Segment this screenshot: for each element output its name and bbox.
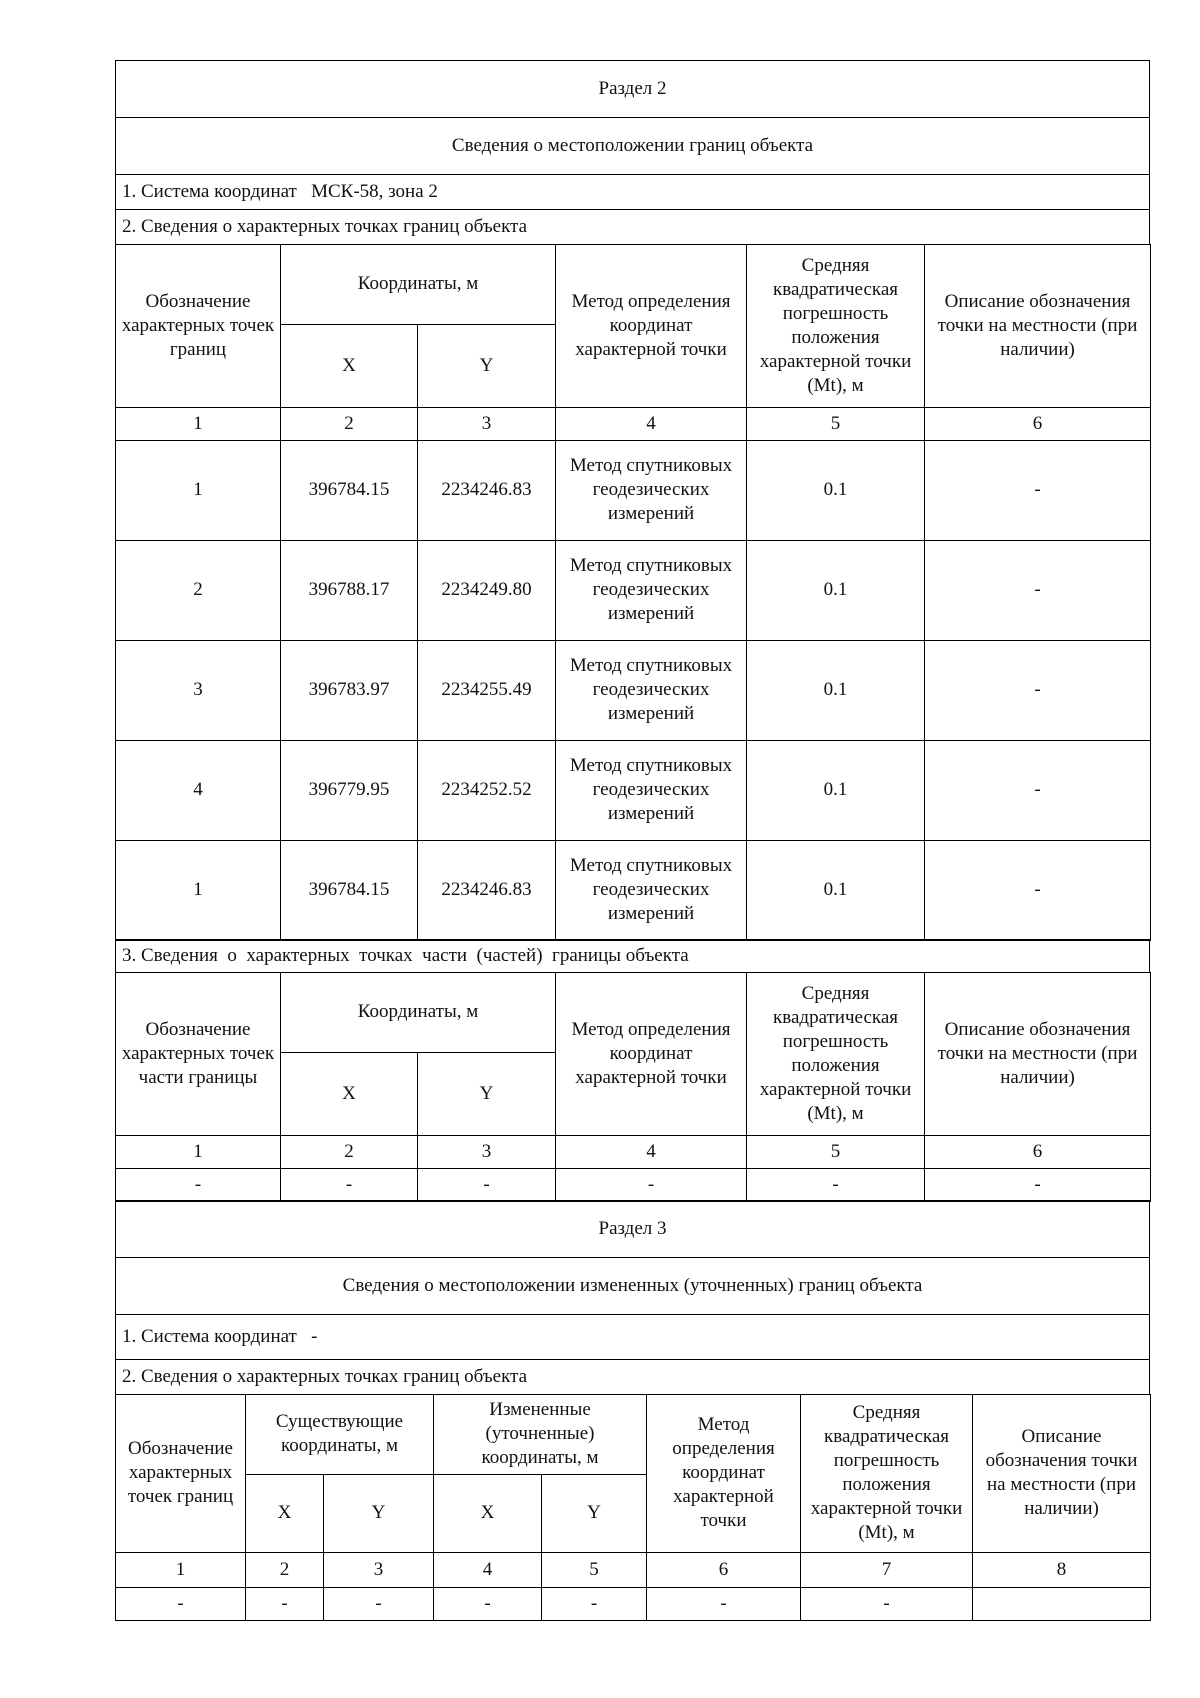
table-row	[116, 840, 1151, 940]
header-method: Метод определения координат характерной точки	[556, 244, 747, 407]
s3-header-y1: Y	[324, 1474, 434, 1552]
point-y: 2234252.52	[418, 740, 556, 840]
col-number: 1	[116, 407, 281, 440]
section2-title: Раздел 2	[116, 61, 1150, 118]
col-number: 6	[647, 1552, 801, 1587]
header-error: Средняя квадратическая погрешность положения характерной точки (Mt), м	[747, 244, 925, 407]
table-cell: -	[418, 1168, 556, 1201]
point-description: -	[925, 440, 1151, 540]
parts-header-y: Y	[418, 1052, 556, 1135]
table-cell: -	[542, 1587, 647, 1620]
point-id: 3	[116, 640, 281, 740]
s3-header-existing: Существующие координаты, м	[246, 1394, 434, 1474]
section2-parts-table	[115, 972, 1151, 1202]
col-number: 6	[925, 1135, 1151, 1168]
section3-coord-system: 1. Система координат -	[116, 1315, 1150, 1360]
point-x: 396783.97	[281, 640, 418, 740]
col-number: 6	[925, 407, 1151, 440]
table-row	[116, 540, 1151, 640]
col-number: 3	[324, 1552, 434, 1587]
parts-header-method: Метод определения координат характерной точки	[556, 972, 747, 1135]
section2-parts-heading: 3. Сведения о характерных точках части (частей) границы объекта	[116, 940, 1150, 973]
header-description: Описание обозначения точки на местности (при наличии)	[925, 244, 1151, 407]
col-number: 2	[281, 407, 418, 440]
section3-points-heading: 2. Сведения о характерных точках границ объекта	[116, 1360, 1150, 1395]
parts-header-designation: Обозначение характерных точек части границы	[116, 972, 281, 1135]
s3-header-method: Метод определения координат характерной точки	[647, 1394, 801, 1552]
col-number: 1	[116, 1135, 281, 1168]
point-x: 396788.17	[281, 540, 418, 640]
table-row	[116, 1587, 1151, 1620]
col-number: 2	[281, 1135, 418, 1168]
table-cell: -	[324, 1587, 434, 1620]
col-number: 2	[246, 1552, 324, 1587]
col-number: 4	[434, 1552, 542, 1587]
point-method: Метод спутниковых геодезических измерений	[556, 840, 747, 940]
table-row	[116, 640, 1151, 740]
section2-header-table	[115, 60, 1150, 245]
section3-title: Раздел 3	[116, 1201, 1150, 1258]
parts-header-coords: Координаты, м	[281, 972, 556, 1052]
point-description: -	[925, 840, 1151, 940]
point-description: -	[925, 540, 1151, 640]
table-cell: -	[647, 1587, 801, 1620]
s3-header-designation: Обозначение характерных точек границ	[116, 1394, 246, 1552]
section3-points-table	[115, 1394, 1151, 1621]
s3-header-x2: X	[434, 1474, 542, 1552]
table-cell	[973, 1587, 1151, 1620]
point-error: 0.1	[747, 440, 925, 540]
table-cell: -	[116, 1587, 246, 1620]
table-row	[116, 1168, 1151, 1201]
col-number: 7	[801, 1552, 973, 1587]
col-number: 4	[556, 407, 747, 440]
table-cell: -	[747, 1168, 925, 1201]
point-error: 0.1	[747, 640, 925, 740]
point-id: 1	[116, 440, 281, 540]
header-y: Y	[418, 324, 556, 407]
point-x: 396779.95	[281, 740, 418, 840]
point-error: 0.1	[747, 740, 925, 840]
col-number: 4	[556, 1135, 747, 1168]
point-y: 2234255.49	[418, 640, 556, 740]
column-numbers-row	[116, 407, 1151, 440]
header-designation: Обозначение характерных точек границ	[116, 244, 281, 407]
col-number: 5	[747, 1135, 925, 1168]
point-id: 2	[116, 540, 281, 640]
point-y: 2234249.80	[418, 540, 556, 640]
point-y: 2234246.83	[418, 840, 556, 940]
section3-subtitle: Сведения о местоположении измененных (уточненных) границ объекта	[116, 1258, 1150, 1315]
point-y: 2234246.83	[418, 440, 556, 540]
s3-header-changed: Измененные (уточненные) координаты, м	[434, 1394, 647, 1474]
table-cell: -	[116, 1168, 281, 1201]
col-number: 1	[116, 1552, 246, 1587]
section3-header-table	[115, 1200, 1150, 1395]
header-coords: Координаты, м	[281, 244, 556, 324]
table-cell: -	[434, 1587, 542, 1620]
s3-header-description: Описание обозначения точки на местности (при наличии)	[973, 1394, 1151, 1552]
header-x: X	[281, 324, 418, 407]
section2-points-heading: 2. Сведения о характерных точках границ объекта	[116, 210, 1150, 245]
section2-coord-system: 1. Система координат МСК-58, зона 2	[116, 175, 1150, 210]
section2-points-table	[115, 244, 1151, 941]
parts-column-numbers-row	[116, 1135, 1151, 1168]
table-row	[116, 740, 1151, 840]
col-number: 5	[542, 1552, 647, 1587]
s3-header-x1: X	[246, 1474, 324, 1552]
point-description: -	[925, 740, 1151, 840]
point-id: 4	[116, 740, 281, 840]
table-row	[116, 440, 1151, 540]
s3-column-numbers-row	[116, 1552, 1151, 1587]
point-error: 0.1	[747, 540, 925, 640]
col-number: 5	[747, 407, 925, 440]
point-method: Метод спутниковых геодезических измерений	[556, 540, 747, 640]
point-id: 1	[116, 840, 281, 940]
col-number: 3	[418, 407, 556, 440]
point-method: Метод спутниковых геодезических измерений	[556, 640, 747, 740]
table-cell: -	[246, 1587, 324, 1620]
section2-parts-heading-table	[115, 939, 1150, 973]
col-number: 3	[418, 1135, 556, 1168]
point-x: 396784.15	[281, 440, 418, 540]
point-description: -	[925, 640, 1151, 740]
document-sheet	[115, 60, 1150, 1621]
point-method: Метод спутниковых геодезических измерений	[556, 740, 747, 840]
parts-header-x: X	[281, 1052, 418, 1135]
table-cell: -	[801, 1587, 973, 1620]
parts-header-error: Средняя квадратическая погрешность положения характерной точки (Mt), м	[747, 972, 925, 1135]
table-cell: -	[556, 1168, 747, 1201]
table-cell: -	[281, 1168, 418, 1201]
point-x: 396784.15	[281, 840, 418, 940]
point-method: Метод спутниковых геодезических измерений	[556, 440, 747, 540]
col-number: 8	[973, 1552, 1151, 1587]
s3-header-y2: Y	[542, 1474, 647, 1552]
section2-subtitle: Сведения о местоположении границ объекта	[116, 118, 1150, 175]
parts-header-description: Описание обозначения точки на местности (при наличии)	[925, 972, 1151, 1135]
s3-header-error: Средняя квадратическая погрешность положения характерной точки (Mt), м	[801, 1394, 973, 1552]
table-cell: -	[925, 1168, 1151, 1201]
point-error: 0.1	[747, 840, 925, 940]
